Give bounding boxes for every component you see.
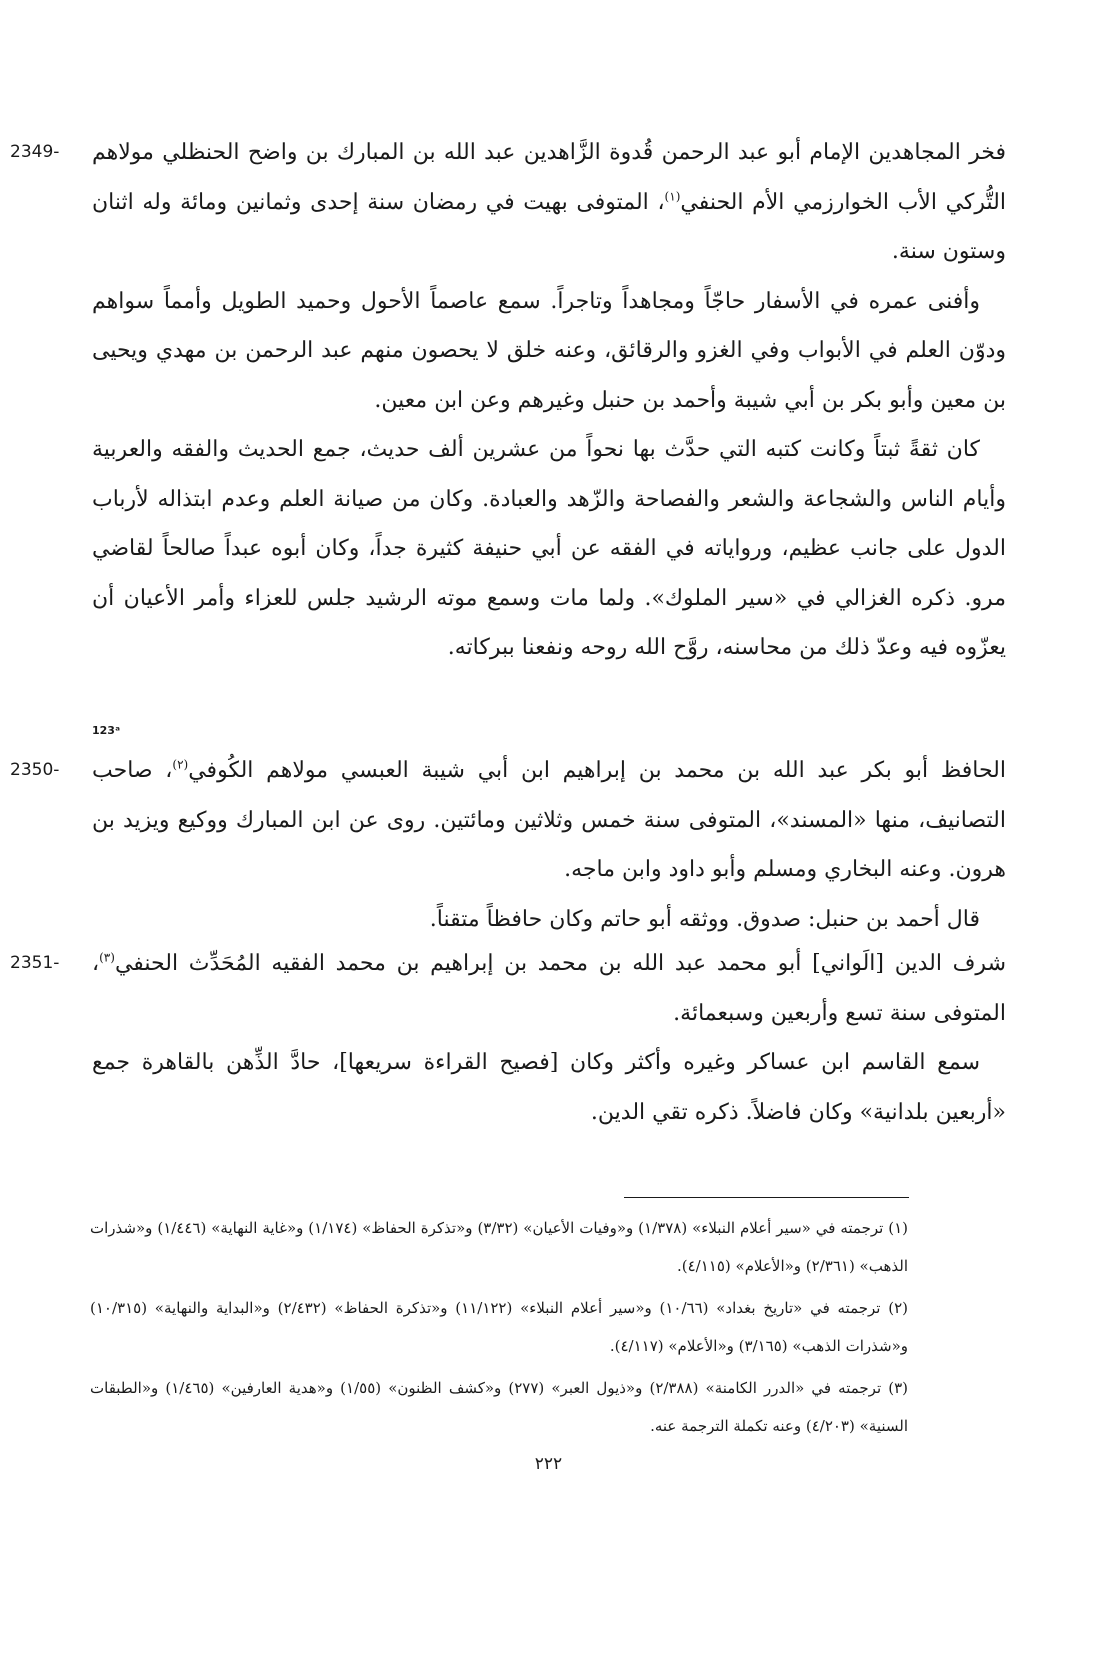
entry-2349 [10, 128, 1006, 673]
entry-2351 [10, 939, 1006, 1137]
footnote-ref: (٢) [172, 757, 189, 772]
footnote-1: (١) ترجمته في «سير أعلام النبلاء» (١/٣٧٨) و«وفيات الأعيان» (٣/٣٢) و«تذكرة الحفاظ» (١/١٧٤) و«غاية النهاية» (١/٤٤٦) و«شذرات الذهب» (٢/٣٦١) و«الأعلام» (٤/١١٥). [90, 1219, 909, 1275]
entry-heading-tail: ، المتوفى سنة تسع وأربعين وسبعمائة. [92, 951, 1006, 1026]
entry-2349-heading [10, 128, 1006, 277]
entry-number: 2349- [10, 142, 60, 162]
paragraph: سمع القاسم ابن عساكر وغيره وأكثر وكان [فصيح القراءة سريعها]، حادَّ الذِّهن بالقاهرة جمع «أربعين بلدانية» وكان فاضلاً. ذكره تقي الدين. [92, 1050, 1006, 1125]
entry-number: 2350- [10, 760, 60, 780]
footnote-3: (٣) ترجمته في «الدرر الكامنة» (٢/٣٨٨) و«ذيول العبر» (٢٧٧) و«كشف الظنون» (١/٥٥) و«هدية العارفين» (١/٤٦٥) و«الطبقات السنية» (٤/٢٠٣) وعنه تكملة الترجمة عنه. [90, 1379, 909, 1435]
entry-2350-heading [10, 746, 1006, 895]
entry-number: 2351- [10, 953, 60, 973]
entry-heading-text: شرف الدين [الَواني] أبو محمد عبد الله بن محمد بن إبراهيم بن محمد الفقيه المُحَدِّث الحنفي [114, 951, 1006, 976]
paragraph: كان ثقةً ثبتاً وكانت كتبه التي حدَّث بها نحواً من عشرين ألف حديث، جمع الحديث والفقه والعربية وأيام الناس والشجاعة والشعر والفصاحة والزّهد والعبادة. وكان من صيانة العلم وعدم ابتذاله لأرباب الدول على جانب عظيم، ورواياته في الفقه عن أبي حنيفة كثيرة جداً، وكان أبوه عبداً صالحاً لقاضي مرو. ذكره الغزالي في «سير الملوك». ولما مات وسمع موته الرشيد جلس للعزاء وأمر الأعيان أن يعزّوه فيه وعدّ ذلك من محاسنه، روَّح الله روحه ونفعنا ببركاته. [92, 437, 1006, 660]
footnote-ref: (٣) [99, 950, 115, 965]
footnote-ref: (١) [664, 189, 681, 204]
footnote-divider [624, 1197, 909, 1198]
paragraph: وأفنى عمره في الأسفار حاجّاً ومجاهداً وتاجراً. سمع عاصماً الأحول وحميد الطويل وأمماً سواهم ودوّن العلم في الأبواب وفي الغزو والرقائق، وعنه خلق لا يحصون منهم عبد الرحمن بن مهدي ويحيى بن معين وأبو بكر بن أبي شيبة وأحمد بن حنبل وغيرهم وعن ابن معين. [92, 288, 1006, 413]
entry-heading-text: الحافظ أبو بكر عبد الله بن محمد بن إبراهيم ابن أبي شيبة العبسي مولاهم الكُوفي [188, 758, 1006, 783]
paragraph: قال أحمد بن حنبل: صدوق. ووثقه أبو حاتم وكان حافظاً متقناً. [429, 906, 980, 932]
entry-2350 [10, 746, 1006, 944]
footnotes [90, 1209, 908, 1449]
page-number: ٢٢٢ [534, 1454, 563, 1474]
manuscript-folio-marker: 123ᵃ [92, 724, 120, 737]
entry-heading-tail: ، المتوفى بهيت في رمضان سنة إحدى وثمانين ومائة وله اثنان وستون سنة. [92, 189, 1006, 264]
entry-heading-text: فخر المجاهدين الإمام أبو عبد الرحمن قُدوة الزَّاهدين عبد الله بن المبارك بن واضح الحنظلي مولاهم التُّركي الأب الخوارزمي الأم الحنفي [92, 140, 1006, 215]
entry-heading-tail: ، صاحب التصانيف، منها «المسند»، المتوفى سنة خمس وثلاثين ومائتين. روى عن ابن المبارك ووكيع ويزيد بن هرون. وعنه البخاري ومسلم وأبو داود وابن ماجه. [92, 758, 1006, 882]
footnote-2: (٢) ترجمته في «تاريخ بغداد» (١٠/٦٦) و«سير أعلام النبلاء» (١١/١٢٢) و«تذكرة الحفاظ» (٢/٤٣٢) و«البداية والنهاية» (١٠/٣١٥) و«شذرات الذهب» (٣/١٦٥) و«الأعلام» (٤/١١٧). [90, 1299, 909, 1355]
entry-2351-heading [10, 939, 1006, 1038]
